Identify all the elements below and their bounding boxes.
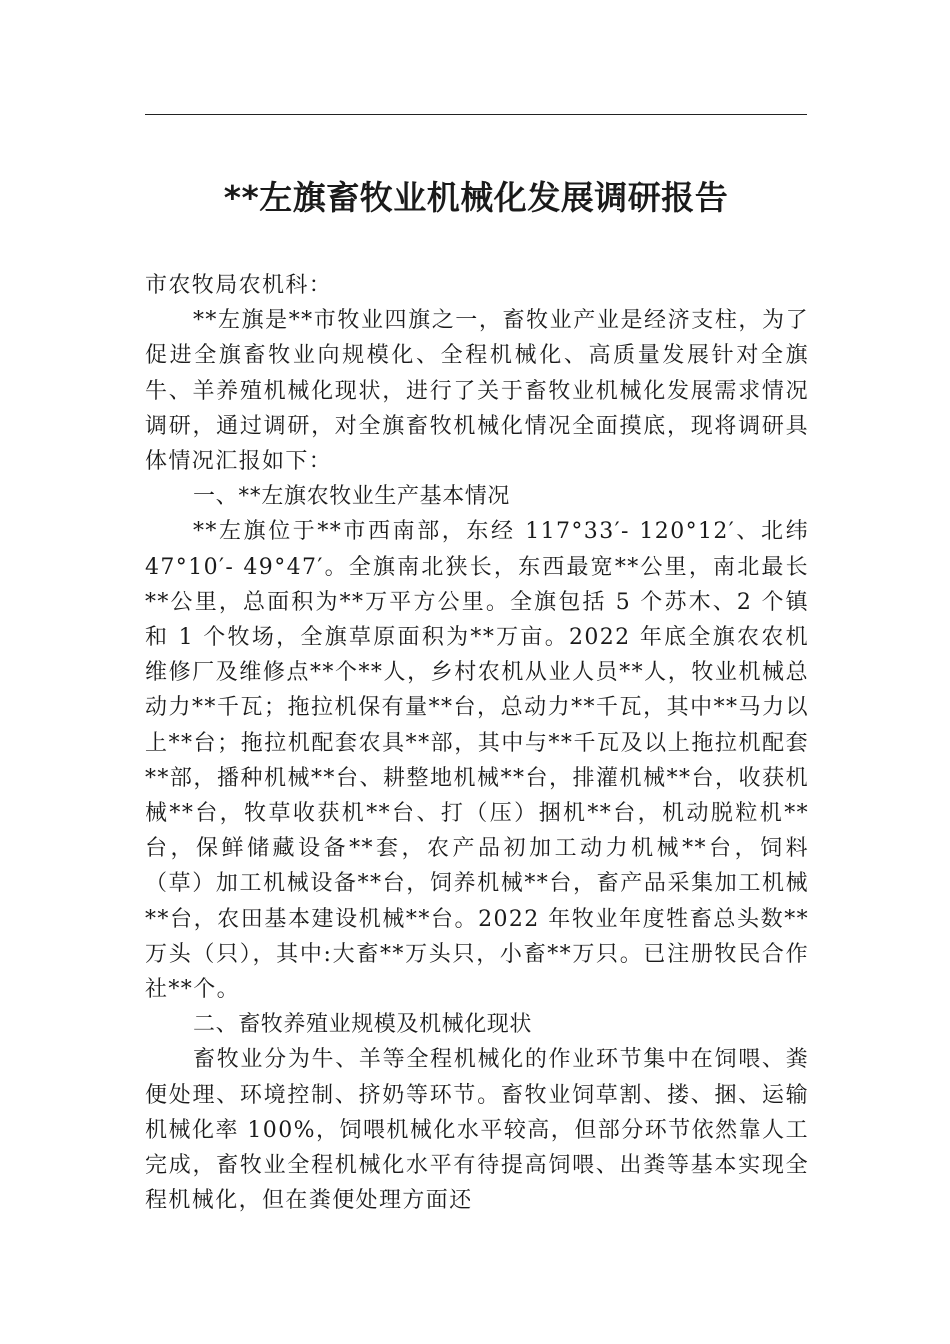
intro-paragraph: **左旗是**市牧业四旗之一，畜牧业产业是经济支柱，为了促进全旗畜牧业向规模化、全程机械化、高质量发展针对全旗牛、羊养殖机械化现状，进行了关于畜牧业机械化发展需求情况调研，通过调研，对全旗畜牧机械化情况全面摸底，现将调研具体情况汇报如下： — [145, 308, 809, 475]
section-paragraph-2: 畜牧业分为牛、羊等全程机械化的作业环节集中在饲喂、粪便处理、环境控制、挤奶等环节。畜牧业饲草割、搂、捆、运输机械化率 100%，饲喂机械化水平较高，但部分环节依然靠人工完成，畜牧业全程机械化水平有待提高饲喂、出粪等基本实现全程机械化，但在粪便处理方面还 — [145, 1047, 809, 1214]
section-paragraph-1: **左旗位于**市西南部，东经 117°33′- 120°12′、北纬 47°10′- 49°47′。全旗南北狭长，东西最宽**公里，南北最长**公里，总面积为**万平方公里。全旗包括 5 个苏木、2 个镇和 1 个牧场，全旗草原面积为**万亩。2022 年底全旗农农机维修厂及维修点**个**人，乡村农机从业人员**人，牧业机械总动力**千瓦；拖拉机保有量**台，总动力**千瓦，其中**马力以上**台；拖拉机配套农具**部，其中与**千瓦及以上拖拉机配套**部，播种机械**台、耕整地机械**台，排灌机械**台，收获机械**台，牧草收获机**台、打（压）捆机**台，机动脱粒机**台，保鲜储藏设备**套，农产品初加工动力机械**台，饲料（草）加工机械设备**台，饲养机械**台，畜产品采集加工机械**台，农田基本建设机械**台。2022 年牧业年度牲畜总头数**万头（只），其中:大畜**万头只，小畜**万只。已注册牧民合作社**个。 — [145, 519, 809, 1003]
addressee: 市农牧局农机科： — [145, 273, 333, 298]
header-rule — [145, 114, 807, 115]
document-body — [145, 268, 809, 1218]
document-title: **左旗畜牧业机械化发展调研报告 — [223, 178, 729, 217]
section-heading-2: 二、畜牧养殖业规模及机械化现状 — [193, 1012, 533, 1038]
section-heading-1: 一、**左旗农牧业生产基本情况 — [193, 484, 511, 510]
